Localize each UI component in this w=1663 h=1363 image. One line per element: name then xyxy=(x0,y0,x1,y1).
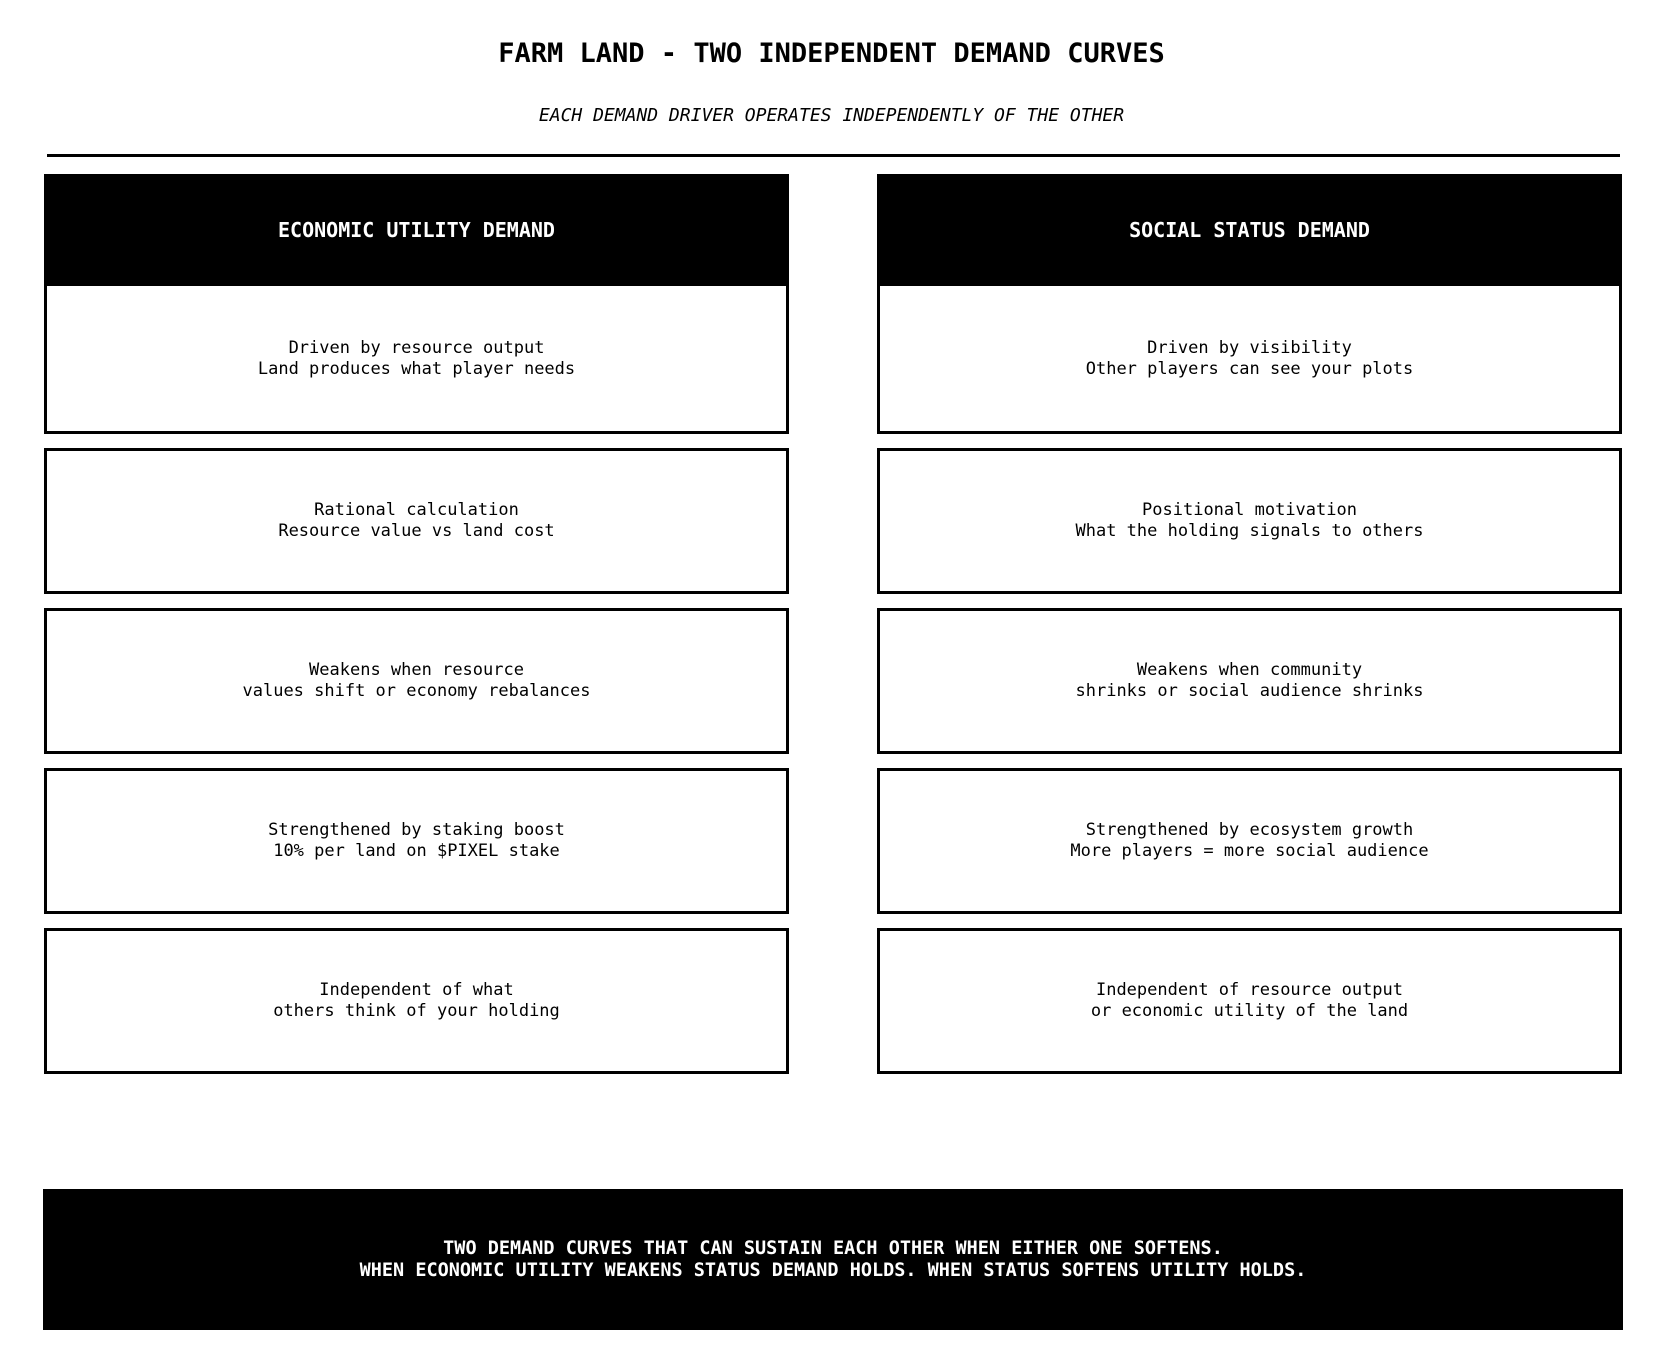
box-line: Driven by resource output xyxy=(288,337,545,358)
box-line: Weakens when community xyxy=(1136,660,1363,680)
box-line: values shift or economy rebalances xyxy=(242,681,591,701)
box-line: Independent of resource output xyxy=(1095,980,1404,1000)
box-line: shrinks or social audience shrinks xyxy=(1075,681,1424,701)
box-line: Independent of what xyxy=(319,980,514,1000)
box-line: Driven by visibility xyxy=(1147,337,1352,358)
box-line: Weakens when resource xyxy=(309,660,524,680)
title-divider xyxy=(47,154,1620,157)
box-line: More players = more social audience xyxy=(1070,841,1429,861)
economic-box-weakens xyxy=(44,608,789,754)
economic-box-rational-calculation xyxy=(44,448,789,594)
economic-box-strengthened xyxy=(44,768,789,914)
box-line: Land produces what player needs xyxy=(257,358,576,379)
box-line: or economic utility of the land xyxy=(1090,1001,1409,1021)
social-box-positional-motivation xyxy=(877,448,1622,594)
diagram-subtitle: EACH DEMAND DRIVER OPERATES INDEPENDENTLY OF THE OTHER xyxy=(538,105,1125,126)
footer-line: WHEN ECONOMIC UTILITY WEAKENS STATUS DEMAND HOLDS. WHEN STATUS SOFTENS UTILITY HOLDS. xyxy=(359,1259,1307,1281)
box-line: Other players can see your plots xyxy=(1085,358,1414,379)
box-line: What the holding signals to others xyxy=(1075,521,1424,541)
summary-footer xyxy=(43,1189,1623,1330)
economic-box-resource-output xyxy=(44,286,789,434)
box-line: others think of your holding xyxy=(273,1001,560,1021)
economic-utility-column xyxy=(44,174,789,1074)
box-line: 10% per land on $PIXEL stake xyxy=(273,841,560,861)
social-box-weakens xyxy=(877,608,1622,754)
economic-box-independent xyxy=(44,928,789,1074)
box-line: Strengthened by staking boost xyxy=(268,820,565,840)
box-line: Positional motivation xyxy=(1142,500,1357,520)
footer-line: TWO DEMAND CURVES THAT CAN SUSTAIN EACH OTHER WHEN EITHER ONE SOFTENS. xyxy=(443,1237,1223,1259)
social-status-header: SOCIAL STATUS DEMAND xyxy=(877,174,1622,286)
social-box-visibility xyxy=(877,286,1622,434)
social-box-independent xyxy=(877,928,1622,1074)
social-status-column xyxy=(877,174,1622,1074)
diagram-title: FARM LAND - TWO INDEPENDENT DEMAND CURVES xyxy=(498,38,1165,69)
social-box-strengthened xyxy=(877,768,1622,914)
box-line: Resource value vs land cost xyxy=(278,521,555,541)
economic-utility-header: ECONOMIC UTILITY DEMAND xyxy=(44,174,789,286)
box-line: Strengthened by ecosystem growth xyxy=(1085,820,1414,840)
box-line: Rational calculation xyxy=(314,500,519,520)
